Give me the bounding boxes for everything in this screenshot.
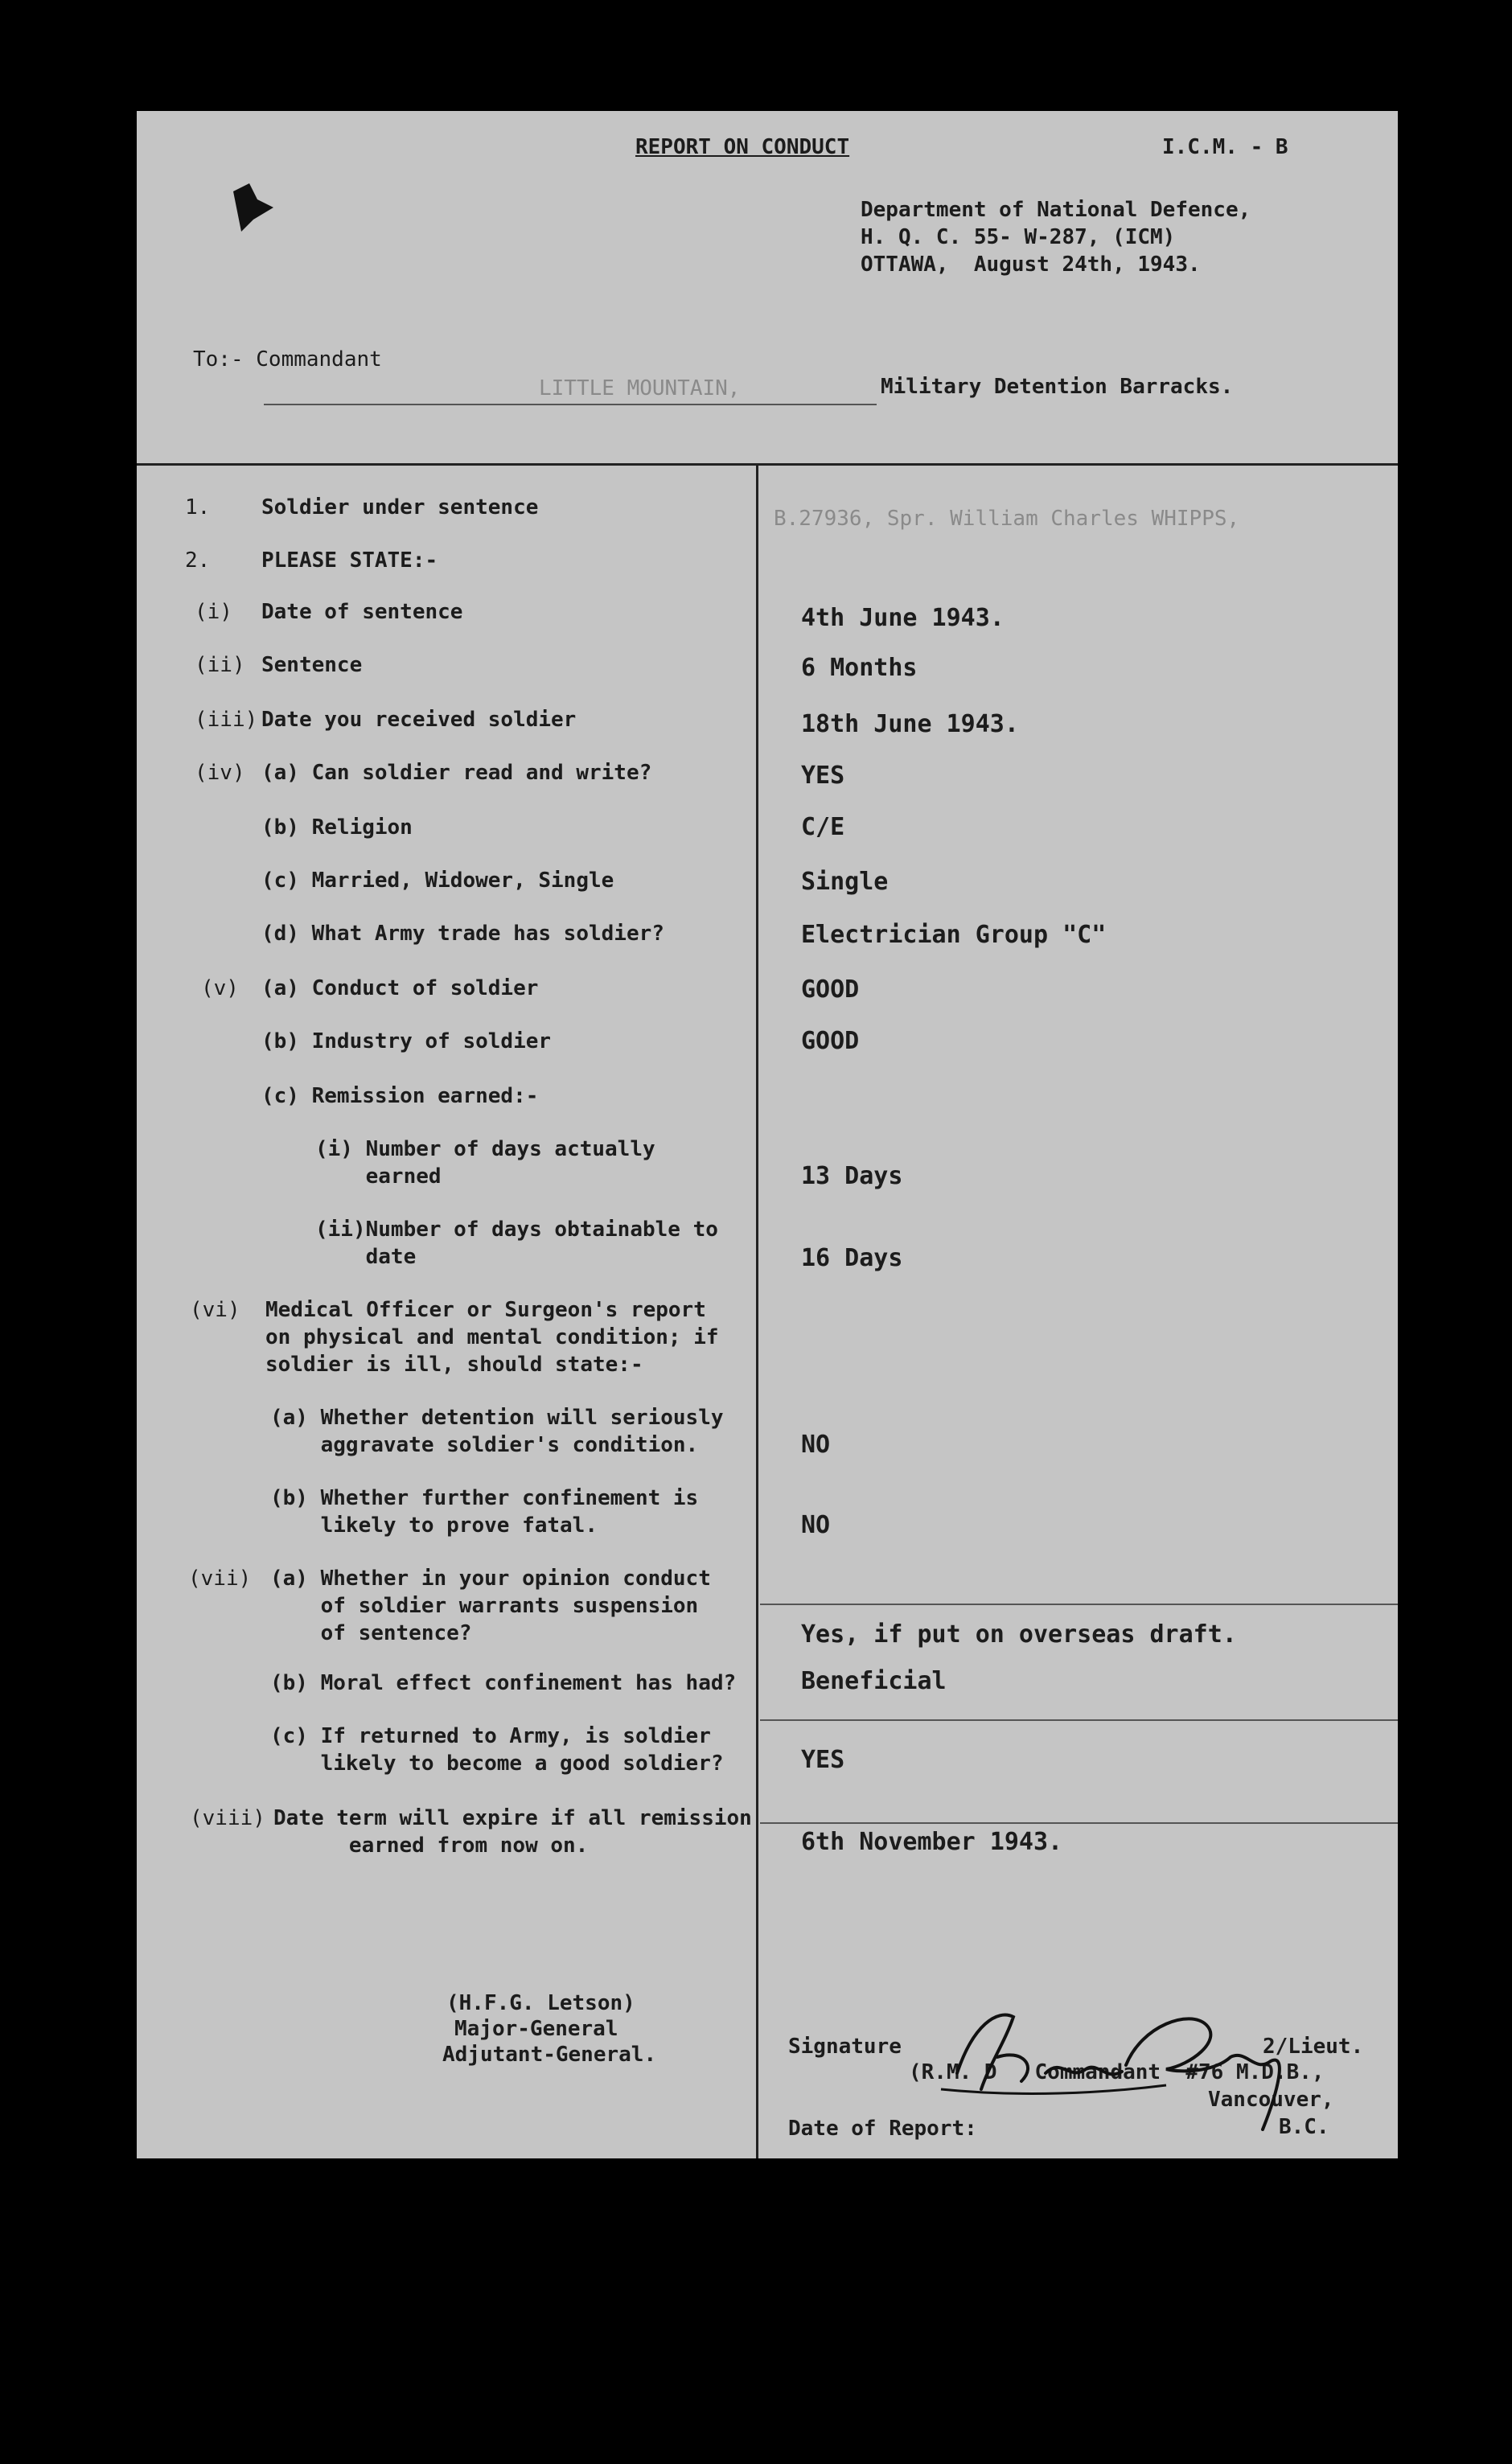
report-sheet (137, 111, 1398, 2158)
item-label: Sentence (261, 653, 363, 677)
to-line: To:- Commandant (193, 347, 382, 372)
item-answer: 6th November 1943. (801, 1828, 1063, 1856)
item-answer: YES (801, 762, 845, 790)
item-number: (ii) (195, 653, 245, 677)
city-line: Vancouver, (1208, 2088, 1334, 2112)
form-number: I.C.M. - B (1162, 135, 1288, 159)
rank-label: 2/Lieut. (1263, 2035, 1364, 2059)
item-label: (b) Industry of soldier (261, 1029, 552, 1053)
item-answer: Beneficial (801, 1667, 947, 1695)
ink-blot-mark (217, 175, 281, 240)
province-line: B.C. (1279, 2115, 1329, 2139)
item-label: (b) Moral effect confinement has had? (270, 1671, 737, 1695)
row-rule-viii (760, 1822, 1398, 1824)
item-answer: 18th June 1943. (801, 710, 1019, 738)
item-label: (c) If returned to Army, is soldier likely to become a good soldier? (270, 1724, 724, 1776)
item-number: 1. (185, 495, 211, 519)
item-label: (c) Remission earned:- (261, 1084, 539, 1108)
item-answer: NO (801, 1511, 831, 1539)
row-rule-vii (760, 1604, 1398, 1605)
item-label: Medical Officer or Surgeon's report on physical and mental condition; if soldier is ill, should state:- (265, 1298, 719, 1377)
commandant-line: (R.M. D Commandant #76 M.D.B., (909, 2060, 1325, 2084)
item-answer: GOOD (801, 975, 860, 1004)
item-label: PLEASE STATE:- (261, 548, 438, 573)
item-label: (a) Whether in your opinion conduct of soldier warrants suspension of sentence? (270, 1567, 711, 1645)
item-label: (ii)Number of days obtainable to date (315, 1218, 718, 1269)
item-label: (c) Married, Widower, Single (261, 869, 614, 893)
item-number: (iv) (195, 761, 245, 785)
item-label: (d) What Army trade has soldier? (261, 922, 664, 946)
item-label: Date of sentence (261, 600, 463, 624)
department-name: Department of National Defence, (861, 198, 1251, 222)
item-answer: Single (801, 868, 889, 896)
item-answer: NO (801, 1431, 831, 1459)
item-number: (vi) (190, 1298, 240, 1322)
item-answer: C/E (801, 813, 845, 841)
item-number: (v) (201, 976, 239, 1000)
item-answer: 13 Days (801, 1162, 903, 1190)
location-underline (264, 404, 877, 405)
row-rule-vii-c (760, 1719, 1398, 1721)
item-answer: B.27936, Spr. William Charles WHIPPS, (774, 507, 1240, 531)
item-label: (a) Whether detention will seriously aggravate soldier's condition. (270, 1406, 724, 1457)
adjutant-name: (H.F.G. Letson) (446, 1991, 635, 2015)
hq-reference: H. Q. C. 55- W-287, (ICM) (861, 225, 1176, 249)
item-number: (viii) (190, 1806, 265, 1830)
item-label: (a) Conduct of soldier (261, 976, 539, 1000)
handwritten-signature (925, 1977, 1375, 2138)
item-label: (a) Can soldier read and write? (261, 761, 652, 785)
item-answer: Electrician Group "C" (801, 921, 1107, 949)
item-answer: YES (801, 1746, 845, 1774)
item-label: (b) Religion (261, 815, 413, 840)
item-answer: 6 Months (801, 654, 918, 682)
date-of-report-label: Date of Report: (788, 2117, 977, 2141)
item-number: 2. (185, 548, 211, 573)
adjutant-rank: Major-General (454, 2017, 618, 2041)
item-label: Date you received soldier (261, 708, 577, 732)
item-number: (i) (195, 600, 232, 624)
item-answer: GOOD (801, 1027, 860, 1055)
item-answer: Yes, if put on overseas draft. (801, 1620, 1237, 1649)
item-label: (i) Number of days actually earned (315, 1137, 655, 1189)
column-divider (756, 465, 758, 2158)
item-number: (iii) (195, 708, 258, 732)
report-title: REPORT ON CONDUCT (635, 135, 850, 159)
adjutant-title: Adjutant-General. (442, 2043, 657, 2067)
item-number: (vii) (188, 1567, 252, 1591)
barracks-name: Military Detention Barracks. (881, 375, 1234, 399)
item-label: Date term will expire if all remission earned from now on. (273, 1806, 752, 1858)
signature-label: Signature (788, 2035, 902, 2059)
item-label: (b) Whether further confinement is likely to prove fatal. (270, 1486, 699, 1538)
item-answer: 4th June 1943. (801, 604, 1005, 632)
item-label: Soldier under sentence (261, 495, 539, 519)
table-top-rule (137, 463, 1398, 466)
place-date: OTTAWA, August 24th, 1943. (861, 253, 1201, 277)
item-answer: 16 Days (801, 1244, 903, 1272)
location-name: LITTLE MOUNTAIN, (539, 376, 741, 400)
